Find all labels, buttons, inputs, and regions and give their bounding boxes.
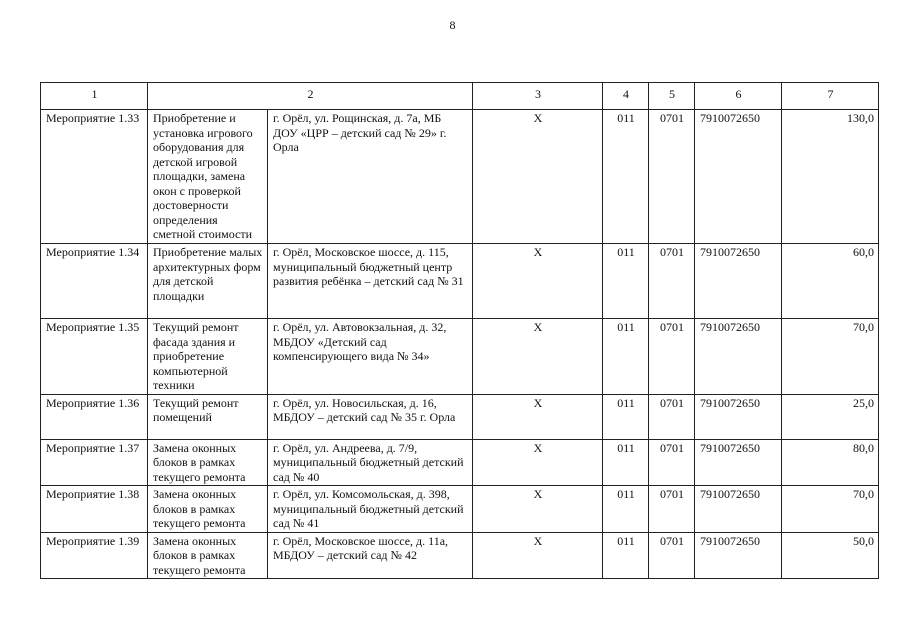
header-col-1: 1 [41,83,148,110]
header-col-4: 4 [603,83,649,110]
col6-cell: 7910072650 [695,532,782,579]
col4-cell: 011 [603,319,649,395]
event-cell: Мероприятие 1.34 [41,244,148,319]
table-row [41,394,879,439]
col4-cell: 011 [603,439,649,486]
event-cell: Мероприятие 1.33 [41,110,148,244]
col6-cell: 7910072650 [695,486,782,533]
address-cell: г. Орёл, Московское шоссе, д. 11а, МБДОУ – детский сад № 42 [268,532,473,579]
description-cell: Текущий ремонт помещений [148,394,268,439]
col3-cell: Х [473,110,603,244]
description-cell: Текущий ремонт фасада здания и приобретение компьютерной техники [148,319,268,395]
col3-cell: Х [473,532,603,579]
page-number: 8 [449,18,456,32]
col6-cell: 7910072650 [695,110,782,244]
header-col-2: 2 [148,83,473,110]
col3-cell: Х [473,244,603,319]
event-cell: Мероприятие 1.38 [41,486,148,533]
event-cell: Мероприятие 1.37 [41,439,148,486]
col5-cell: 0701 [649,319,695,395]
col3-cell: Х [473,394,603,439]
header-col-7: 7 [782,83,879,110]
description-cell: Замена оконных блоков в рамках текущего ремонта [148,486,268,533]
col6-cell: 7910072650 [695,394,782,439]
table-row [41,110,879,244]
col7-cell: 50,0 [782,532,879,579]
description-cell: Приобретение малых архитектурных форм для детской площадки [148,244,268,319]
address-cell: г. Орёл, ул. Автовокзальная, д. 32, МБДОУ «Детский сад компенсирующего вида № 34» [268,319,473,395]
col6-cell: 7910072650 [695,439,782,486]
col5-cell: 0701 [649,244,695,319]
event-cell: Мероприятие 1.39 [41,532,148,579]
col4-cell: 011 [603,486,649,533]
col7-cell: 60,0 [782,244,879,319]
table-row [41,439,879,486]
header-col-3: 3 [473,83,603,110]
address-cell: г. Орёл, ул. Новосильская, д. 16, МБДОУ – детский сад № 35 г. Орла [268,394,473,439]
col5-cell: 0701 [649,110,695,244]
col6-cell: 7910072650 [695,319,782,395]
address-cell: г. Орёл, ул. Комсомольская, д. 398, муниципальный бюджетный детский сад № 41 [268,486,473,533]
col5-cell: 0701 [649,532,695,579]
header-row [41,83,879,110]
description-cell: Замена оконных блоков в рамках текущего ремонта [148,532,268,579]
budget-table [40,82,879,579]
col7-cell: 70,0 [782,486,879,533]
address-cell: г. Орёл, ул. Андреева, д. 7/9, муниципальный бюджетный детский сад № 40 [268,439,473,486]
col4-cell: 011 [603,244,649,319]
col3-cell: Х [473,319,603,395]
header-col-5: 5 [649,83,695,110]
col4-cell: 011 [603,532,649,579]
header-col-6: 6 [695,83,782,110]
col5-cell: 0701 [649,486,695,533]
address-cell: г. Орёл, ул. Рощинская, д. 7а, МБ ДОУ «ЦРР – детский сад № 29» г. Орла [268,110,473,244]
table-row [41,244,879,319]
event-cell: Мероприятие 1.35 [41,319,148,395]
event-cell: Мероприятие 1.36 [41,394,148,439]
table-row [41,486,879,533]
col7-cell: 25,0 [782,394,879,439]
col4-cell: 011 [603,110,649,244]
col7-cell: 70,0 [782,319,879,395]
col7-cell: 130,0 [782,110,879,244]
description-cell: Замена оконных блоков в рамках текущего ремонта [148,439,268,486]
col6-cell: 7910072650 [695,244,782,319]
table-row [41,319,879,395]
address-cell: г. Орёл, Московское шоссе, д. 115, муниципальный бюджетный центр развития ребёнка – детский сад № 31 [268,244,473,319]
table-row [41,532,879,579]
col4-cell: 011 [603,394,649,439]
col3-cell: Х [473,486,603,533]
description-cell: Приобретение и установка игрового оборудования для детской игровой площадки, замена окон с проверкой достоверности определения сметной стоимости [148,110,268,244]
col7-cell: 80,0 [782,439,879,486]
col5-cell: 0701 [649,394,695,439]
col5-cell: 0701 [649,439,695,486]
col3-cell: Х [473,439,603,486]
